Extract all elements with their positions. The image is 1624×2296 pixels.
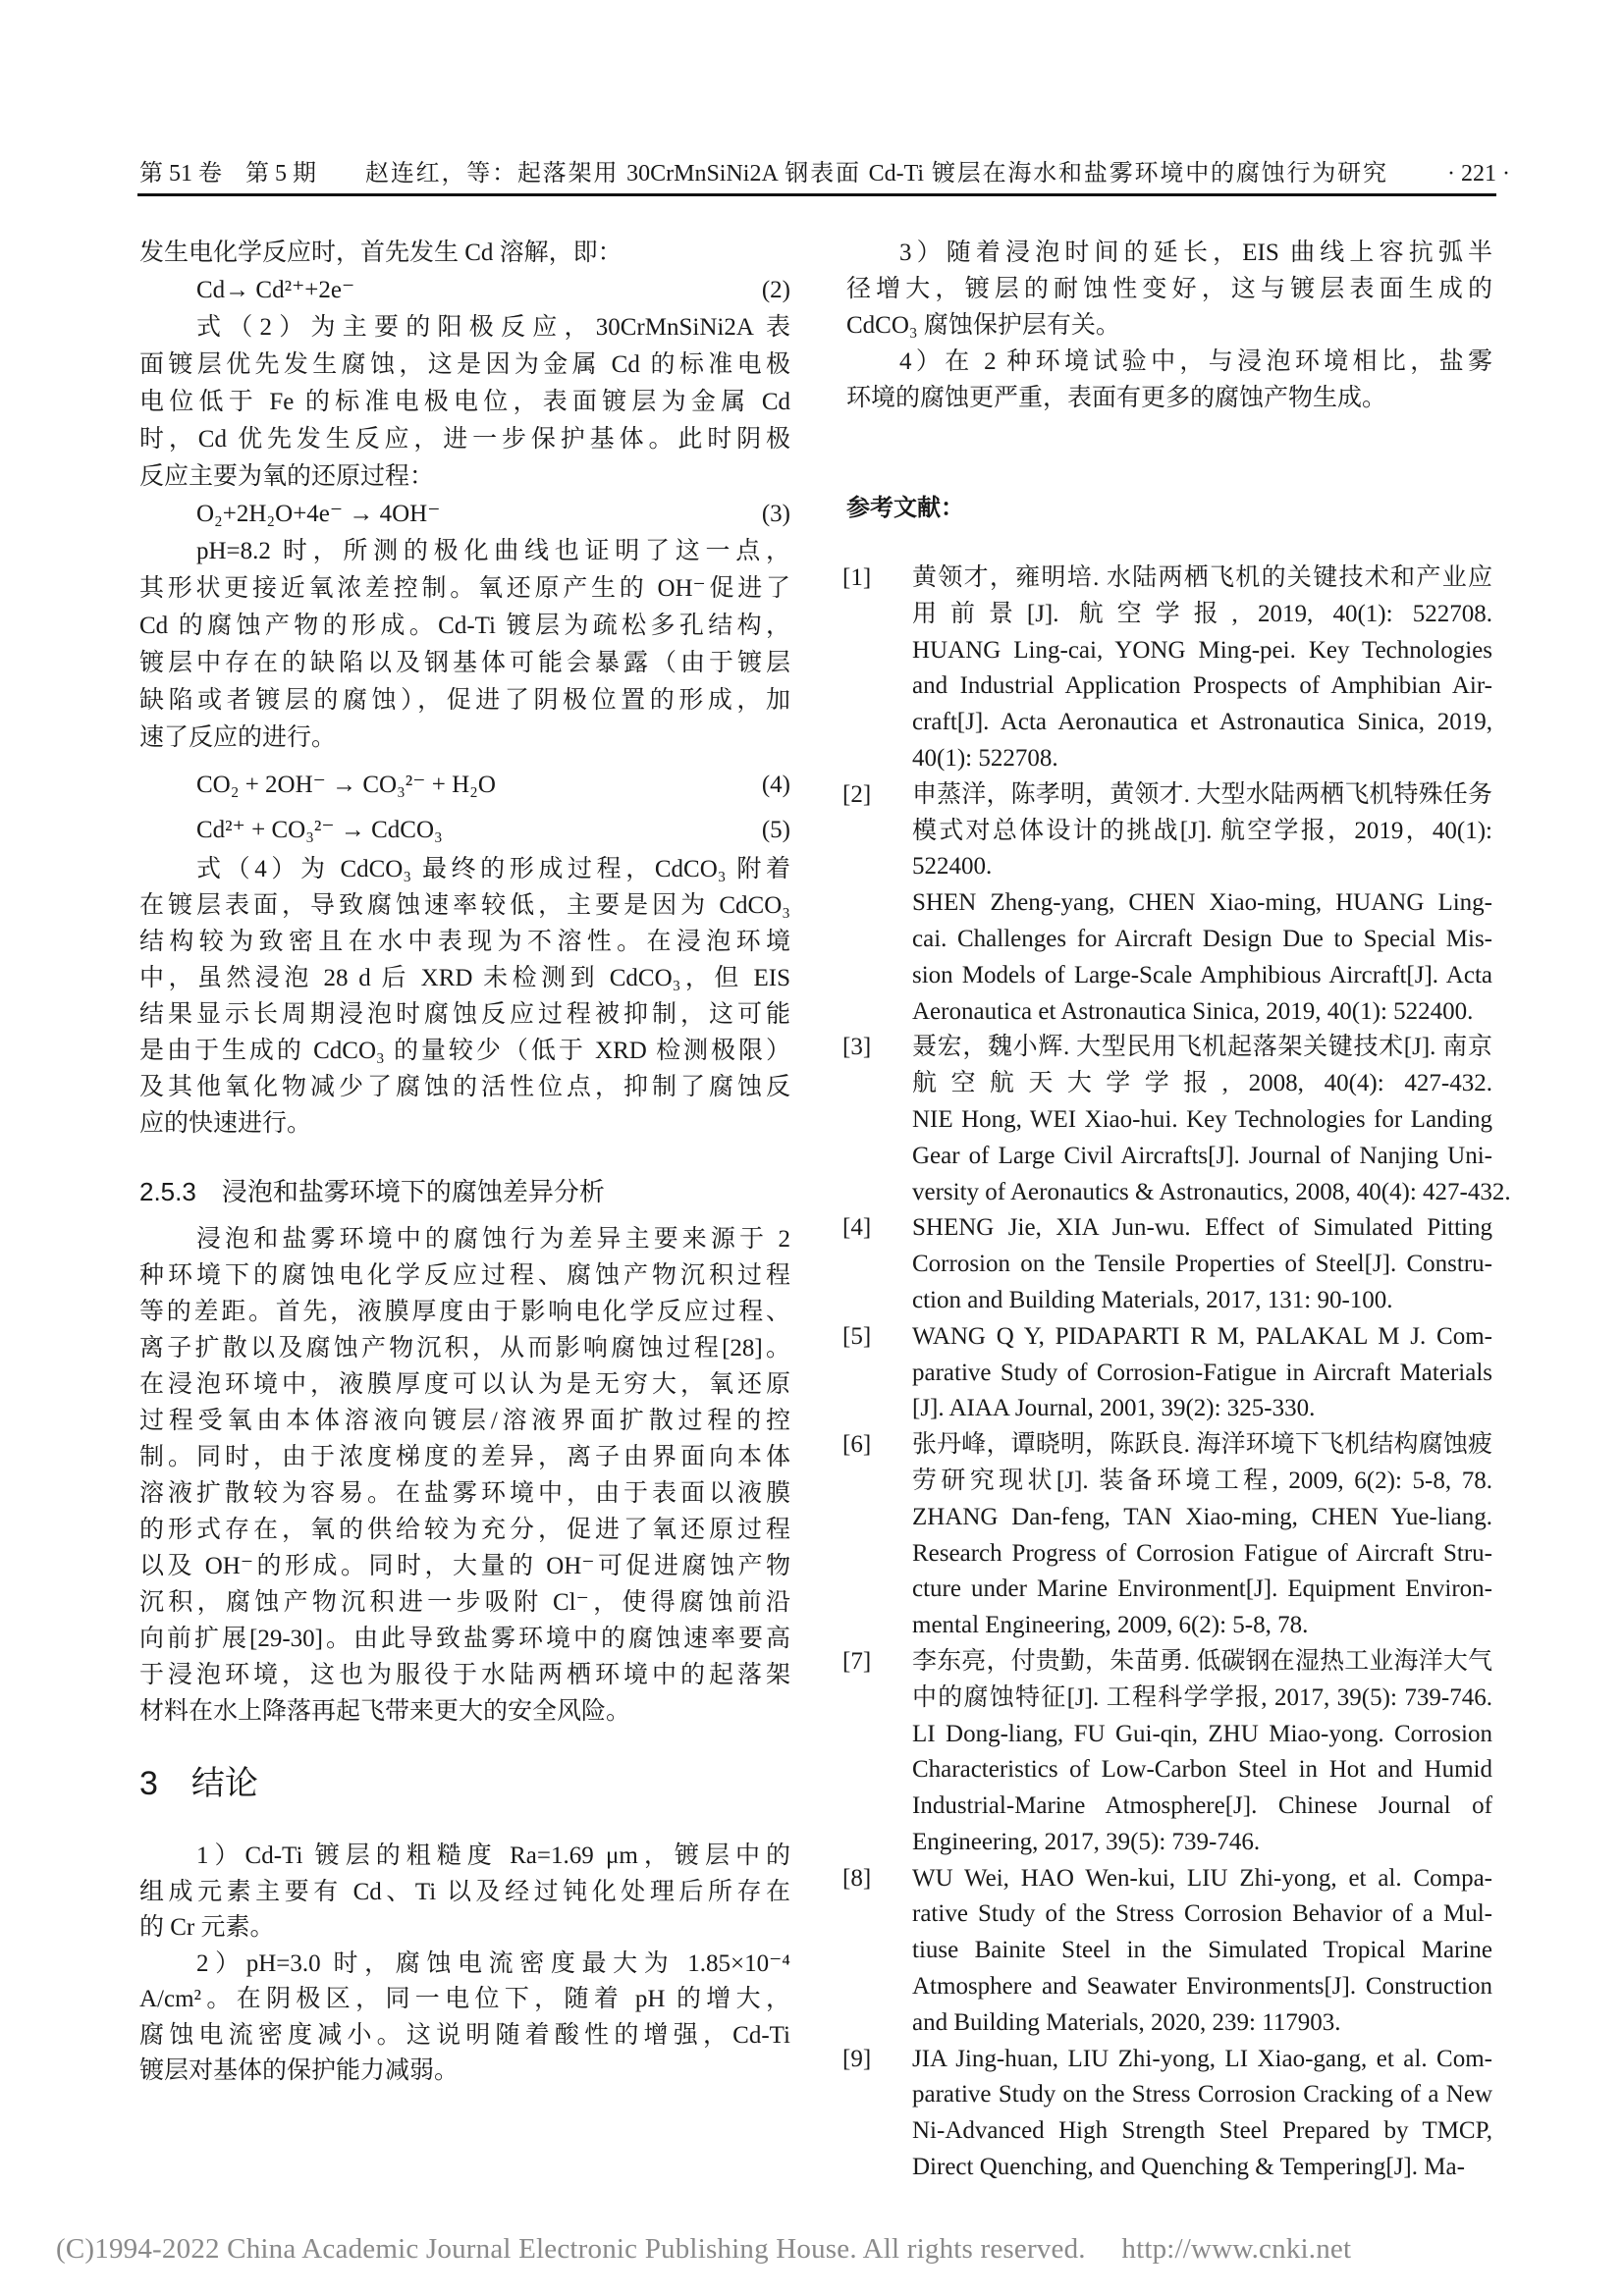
text-line: 结构较为致密且在水中表现为不溶性。在浸泡环境 (139, 929, 790, 955)
text-line: 其形状更接近氧浓差控制。氧还原产生的 OH⁻促进了 (139, 575, 790, 602)
text-line: 面镀层优先发生腐蚀，这是因为金属 Cd 的标准电极 (139, 351, 790, 378)
reference-list (842, 561, 1511, 2186)
reference-item (842, 561, 1492, 777)
reference-number: [7] (842, 1647, 872, 1675)
reference-item (842, 2042, 1492, 2186)
text-line: CdCO₃ 腐蚀保护层有关。 (846, 312, 1120, 339)
reference-number: [1] (842, 564, 872, 591)
text-line: 镀层中存在的缺陷以及钢基体可能会暴露（由于镀层 (139, 650, 790, 676)
reference-number: [9] (842, 2045, 872, 2072)
reference-line: 劳研究现状[J]. 装备环境工程, 2009, 6(2): 5-8, 78. (912, 1467, 1492, 1494)
text-line: 在浸泡环境中，液膜厚度可以认为是无穷大，氧还原 (139, 1371, 790, 1398)
reference-line: Corrosion on the Tensile Properties of Steel[J]. Constru- (912, 1251, 1492, 1278)
reference-line: [J]. AIAA Journal, 2001, 39(2): 325-330. (912, 1395, 1316, 1422)
text-line: 径增大，镀层的耐蚀性变好，这与镀层表面生成的 (846, 276, 1492, 302)
text-line: 的 Cr 元素。 (139, 1914, 275, 1941)
text-line: 中，虽然浸泡 28 d 后 XRD 未检测到 CdCO₃，但 EIS (139, 965, 790, 991)
text-line: 反应主要为氧的还原过程： (139, 463, 435, 490)
reference-line: Research Progress of Corrosion Fatigue of Aircraft Stru- (912, 1539, 1492, 1567)
text-line: 溶液扩散较为容易。在盐雾环境中，由于表面以液膜 (139, 1480, 790, 1507)
equation-text: O₂+2H₂O+4e⁻ → 4OH⁻ (196, 501, 441, 527)
reference-line: rative Study of the Stress Corrosion Behavior of a Mul- (912, 1900, 1492, 1928)
equation (139, 767, 790, 804)
reference-line: Engineering, 2017, 39(5): 739-746. (912, 1828, 1261, 1855)
text-line: 在镀层表面，导致腐蚀速率较低，主要是因为 CdCO₃ (139, 892, 790, 919)
equation (139, 496, 790, 533)
equation (139, 812, 790, 849)
reference-line: mental Engineering, 2009, 6(2): 5-8, 78. (912, 1612, 1309, 1639)
reference-line: SHEN Zheng-yang, CHEN Xiao-ming, HUANG Ling- (912, 889, 1492, 917)
equation-number: (3) (761, 501, 790, 527)
reference-item (842, 1030, 1511, 1210)
text-line: 浸泡和盐雾环境中的腐蚀行为差异主要来源于 2 (196, 1226, 790, 1253)
text-line: 式（2）为主要的阳极反应，30CrMnSiNi2A 表 (196, 314, 790, 341)
reference-item (842, 1644, 1492, 1861)
text-line: 于浸泡环境，这也为服役于水陆两栖环境中的起落架 (139, 1662, 790, 1688)
text-line: 组成元素主要有 Cd、Ti 以及经过钝化处理后所存在 (139, 1878, 790, 1905)
reference-line: 李东亮，付贵勤，朱苗勇. 低碳钢在湿热工业海洋大气 (912, 1647, 1492, 1675)
reference-item (842, 1319, 1492, 1427)
paragraph (139, 1221, 790, 1730)
reference-number: [6] (842, 1431, 872, 1459)
reference-line: cai. Challenges for Aircraft Design Due to Special Mis- (912, 925, 1492, 952)
paragraph (139, 851, 790, 1142)
text-line: 沉积，腐蚀产物沉积进一步吸附 Cl⁻，使得腐蚀前沿 (139, 1589, 790, 1616)
paragraph (139, 309, 790, 496)
section-heading: 3 结论 (139, 1765, 258, 1802)
reference-line: tiuse Bainite Steel in the Simulated Tropical Marine (912, 1937, 1492, 1964)
text-line: 以及 OH⁻的形成。同时，大量的 OH⁻可促进腐蚀产物 (139, 1553, 790, 1579)
reference-line: parative Study on the Stress Corrosion Cracking of a New (912, 2081, 1492, 2109)
reference-line: 航空航天大学学报, 2008, 40(4): 427-432. (912, 1070, 1492, 1097)
reference-line: 用前景[J]. 航空学报, 2019, 40(1): 522708. (912, 600, 1492, 627)
text-line: 时，Cd 优先发生反应，进一步保护基体。此时阴极 (139, 426, 790, 453)
text-line: 环境的腐蚀更严重，表面有更多的腐蚀产物生成。 (846, 385, 1387, 411)
reference-line: 黄领才，雍明培. 水陆两栖飞机的关键技术和产业应 (912, 564, 1492, 591)
text-line: 应的快速进行。 (139, 1110, 312, 1137)
text-line: 等的差距。首先，液膜厚度由于影响电化学反应过程、 (139, 1299, 790, 1325)
reference-line: HUANG Ling-cai, YONG Ming-pei. Key Technologies (912, 636, 1492, 664)
reference-line: 聂宏，魏小辉. 大型民用飞机起落架关键技术[J]. 南京 (912, 1034, 1492, 1061)
reference-line: WU Wei, HAO Wen-kui, LIU Zhi-yong, et al. Compa- (912, 1864, 1492, 1892)
text-line: 3）随着浸泡时间的延长，EIS 曲线上容抗弧半 (899, 240, 1492, 266)
reference-line: Direct Quenching, and Quenching & Tempering[J]. Ma- (912, 2154, 1465, 2181)
text-line: 镀层对基体的保护能力减弱。 (139, 2057, 460, 2084)
text-line: 制。同时，由于浓度梯度的差异，离子由界面向本体 (139, 1444, 790, 1470)
reference-line: 522400. (912, 853, 993, 881)
right-column (842, 235, 1511, 2186)
text-line: 1）Cd-Ti 镀层的粗糙度 Ra=1.69 μm，镀层中的 (196, 1842, 790, 1869)
reference-line: 中的腐蚀特征[J]. 工程科学学报, 2017, 39(5): 739-746. (912, 1683, 1492, 1711)
text-line: 向前扩展[29-30]。由此导致盐雾环境中的腐蚀速率要高 (139, 1626, 790, 1652)
equation-text: CO₂ + 2OH⁻ → CO₃²⁻ + H₂O (196, 772, 496, 798)
reference-line: SHENG Jie, XIA Jun-wu. Effect of Simulated Pitting (912, 1214, 1492, 1242)
equation-text: Cd²⁺ + CO₃²⁻ → CdCO₃ (196, 817, 443, 843)
reference-line: ction and Building Materials, 2017, 131: 90-100. (912, 1286, 1393, 1313)
paragraph (139, 1947, 790, 2090)
reference-item (842, 1210, 1492, 1318)
reference-line: 申蒸洋，陈孝明，黄领才. 大型水陆两栖飞机特殊任务 (912, 780, 1492, 808)
reference-item (842, 1427, 1492, 1644)
reference-line: Ni-Advanced High Strength Steel Prepared by TMCP, (912, 2117, 1492, 2145)
left-column (139, 235, 790, 2090)
text-line: Cd 的腐蚀产物的形成。Cd-Ti 镀层为疏松多孔结构， (139, 613, 790, 639)
reference-line: 40(1): 522708. (912, 744, 1058, 772)
text-line: 式（4）为 CdCO₃ 最终的形成过程，CdCO₃ 附着 (196, 856, 790, 882)
text-line: 速了反应的进行。 (139, 724, 337, 751)
copyright-footer: (C)1994-2022 China Academic Journal Electronic Publishing House. All rights reserved. http://www.cnki.net (56, 2233, 1352, 2265)
text-line: 电位低于 Fe 的标准电极电位，表面镀层为金属 Cd (139, 389, 790, 415)
equation (139, 272, 790, 309)
paragraph (846, 344, 1492, 416)
reference-line: sion Models of Large-Scale Amphibious Aircraft[J]. Acta (912, 961, 1492, 988)
running-title: 赵连红，等：起落架用 30CrMnSiNi2A 钢表面 Cd-Ti 镀层在海水和盐雾环境中的腐蚀行为研究 (365, 161, 1386, 187)
equation-number: (2) (761, 277, 790, 303)
reference-line: craft[J]. Acta Aeronautica et Astronautica Sinica, 2019, (912, 709, 1492, 736)
text-line: 发生电化学反应时，首先发生 Cd 溶解，即： (139, 240, 623, 266)
reference-line: JIA Jing-huan, LIU Zhi-yong, LI Xiao-gang, et al. Com- (912, 2045, 1492, 2072)
reference-line: Aeronautica et Astronautica Sinica, 2019, 40(1): 522400. (912, 997, 1474, 1025)
reference-line: Characteristics of Low-Carbon Steel in Hot and Humid (912, 1756, 1492, 1784)
text-line: 2）pH=3.0 时，腐蚀电流密度最大为 1.85×10⁻⁴ (196, 1949, 790, 1977)
paragraph (846, 235, 1492, 344)
text-line: 是由于生成的 CdCO₃ 的量较少（低于 XRD 检测极限） (139, 1038, 790, 1064)
references-heading: 参考文献： (846, 494, 964, 521)
reference-item (842, 1861, 1492, 2042)
text-line: 缺陷或者镀层的腐蚀），促进了阴极位置的形成，加 (139, 687, 790, 714)
equation-number: (5) (761, 817, 790, 843)
text-line: A/cm²。在阴极区，同一电位下，随着 pH 的增大， (139, 1986, 790, 2012)
paragraph (139, 533, 790, 757)
reference-line: and Building Materials, 2020, 239: 117903. (912, 2008, 1341, 2036)
reference-line: Gear of Large Civil Aircrafts[J]. Journal of Nanjing Uni- (912, 1142, 1492, 1169)
reference-line: WANG Q Y, PIDAPARTI R M, PALAKAL M J. Com- (912, 1322, 1492, 1350)
paragraph (139, 1839, 790, 1947)
text-line: 的形式存在，氧的供给较为充分，促进了氧还原过程 (139, 1517, 790, 1543)
text-line: 材料在水上降落再起飞带来更大的安全风险。 (139, 1698, 631, 1725)
reference-line: Industrial-Marine Atmosphere[J]. Chinese Journal of (912, 1792, 1492, 1820)
reference-number: [3] (842, 1034, 872, 1061)
text-line: 种环境下的腐蚀电化学反应过程、腐蚀产物沉积过程 (139, 1262, 790, 1289)
equation-text: Cd→ Cd²⁺+2e⁻ (196, 277, 355, 303)
text-line: 离子扩散以及腐蚀产物沉积，从而影响腐蚀过程[28]。 (139, 1335, 790, 1362)
journal-issue: 第 51 卷 第 5 期 (139, 161, 316, 187)
reference-line: NIE Hong, WEI Xiao-hui. Key Technologies for Landing (912, 1105, 1492, 1133)
reference-number: [2] (842, 780, 872, 808)
text-line: 过程受氧由本体溶液向镀层/溶液界面扩散过程的控 (139, 1408, 790, 1434)
paragraph (139, 235, 790, 272)
reference-line: LI Dong-liang, FU Gui-qin, ZHU Miao-yong. Corrosion (912, 1720, 1492, 1747)
reference-line: and Industrial Application Prospects of Amphibian Air- (912, 672, 1492, 700)
text-line: 腐蚀电流密度减小。这说明随着酸性的增强，Cd-Ti (139, 2021, 790, 2049)
reference-number: [5] (842, 1322, 872, 1350)
reference-line: versity of Aeronautics & Astronautics, 2008, 40(4): 427-432. (912, 1178, 1511, 1205)
reference-line: ZHANG Dan-feng, TAN Xiao-ming, CHEN Yue-liang. (912, 1503, 1492, 1530)
text-line: pH=8.2 时，所测的极化曲线也证明了这一点， (196, 538, 790, 564)
reference-line: 模式对总体设计的挑战[J]. 航空学报，2019，40(1): (912, 817, 1492, 844)
page-number: · 221 · (1447, 161, 1510, 187)
reference-line: parative Study of Corrosion-Fatigue in Aircraft Materials (912, 1359, 1492, 1386)
reference-item (842, 777, 1492, 1031)
header-rule (137, 193, 1496, 196)
text-line: 4）在 2 种环境试验中，与浸泡环境相比，盐雾 (899, 348, 1492, 375)
text-line: 及其他氧化物减少了腐蚀的活性位点，抑制了腐蚀反 (139, 1074, 790, 1100)
section-heading: 2.5.3 浸泡和盐雾环境下的腐蚀差异分析 (139, 1177, 605, 1206)
reference-line: 张丹峰，谭晓明，陈跃良. 海洋环境下飞机结构腐蚀疲 (912, 1431, 1492, 1459)
text-line: 结果显示长周期浸泡时腐蚀反应过程被抑制，这可能 (139, 1001, 790, 1028)
reference-number: [8] (842, 1864, 872, 1892)
reference-line: cture under Marine Environment[J]. Equipment Environ- (912, 1575, 1492, 1603)
equation-number: (4) (761, 772, 790, 798)
reference-line: Atmosphere and Seawater Environments[J]. Construction (912, 1973, 1492, 2001)
reference-number: [4] (842, 1214, 872, 1242)
